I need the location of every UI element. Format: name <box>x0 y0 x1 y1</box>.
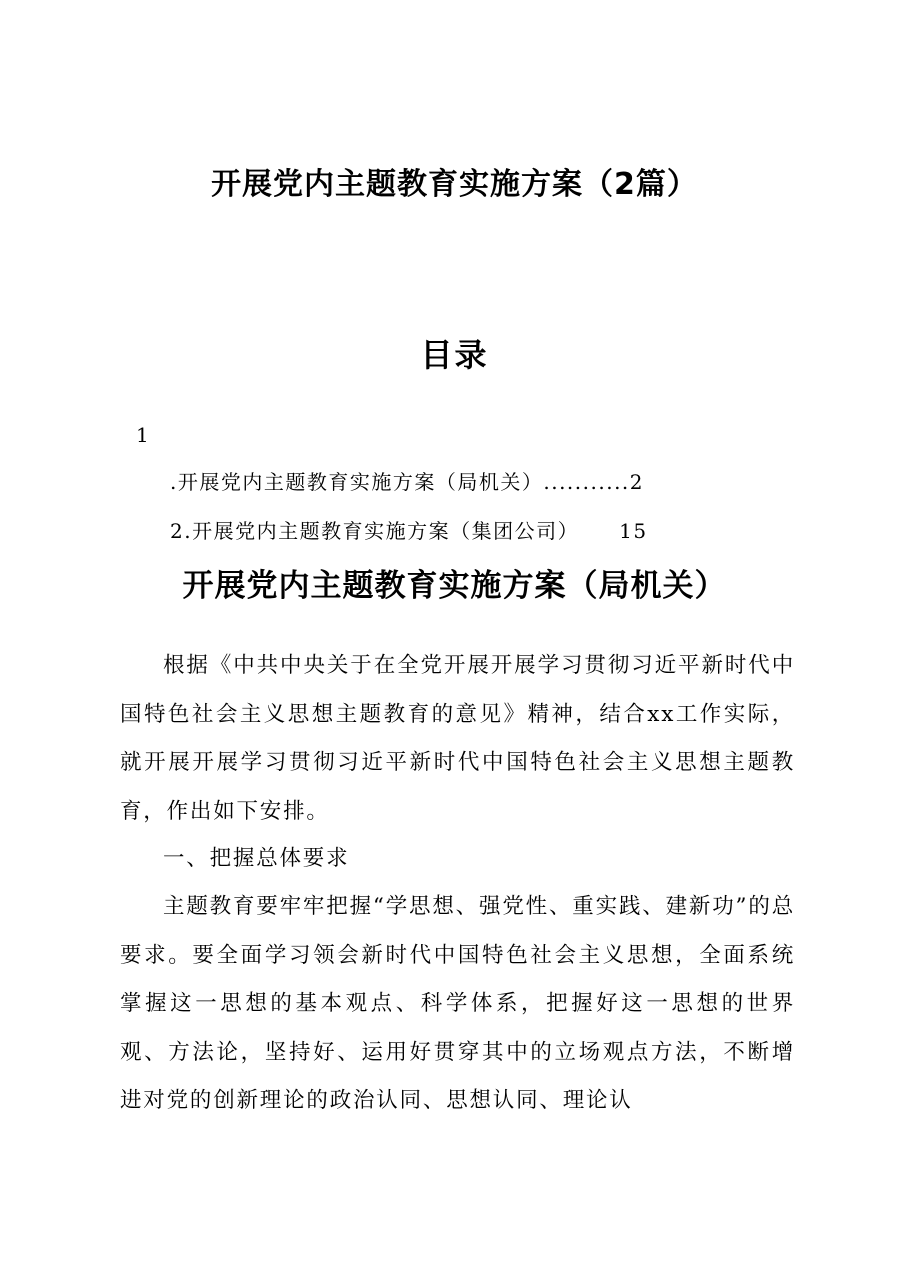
document-title: 开展党内主题教育实施方案（2篇） <box>211 167 698 202</box>
toc-entry-2[interactable] <box>170 516 648 546</box>
toc-number-line: 1 <box>136 423 149 447</box>
section-heading-1: 一、把握总体要求 <box>163 846 350 871</box>
toc-entry-2-text: 2.开展党内主题教育实施方案（集团公司） <box>170 519 580 543</box>
toc-entry-2-page: 15 <box>619 519 648 543</box>
toc-heading: 目录 <box>420 336 489 374</box>
body-paragraph-1: 根据《中共中央关于在全党开展开展学习贯彻习近平新时代中国特色社会主义思想主题教育的意见》精神，结合xx工作实际，就开展开展学习贯彻习近平新时代中国特色社会主义思想主题教育，作出如下安排。 <box>120 653 795 824</box>
toc-entry-1[interactable]: .开展党内主题教育实施方案（局机关）...........2 <box>170 470 645 494</box>
section-title: 开展党内主题教育实施方案（局机关） <box>182 568 727 604</box>
body-paragraph-2: 主题教育要牢牢把握“学思想、强党性、重实践、建新功”的总要求。要全面学习领会新时代中国特色社会主义思想，全面系统掌握这一思想的基本观点、科学体系，把握好这一思想的世界观、方法论，坚持好、运用好贯穿其中的立场观点方法，不断增进对党的创新理论的政治认同、思想认同、理论认 <box>120 894 795 1113</box>
